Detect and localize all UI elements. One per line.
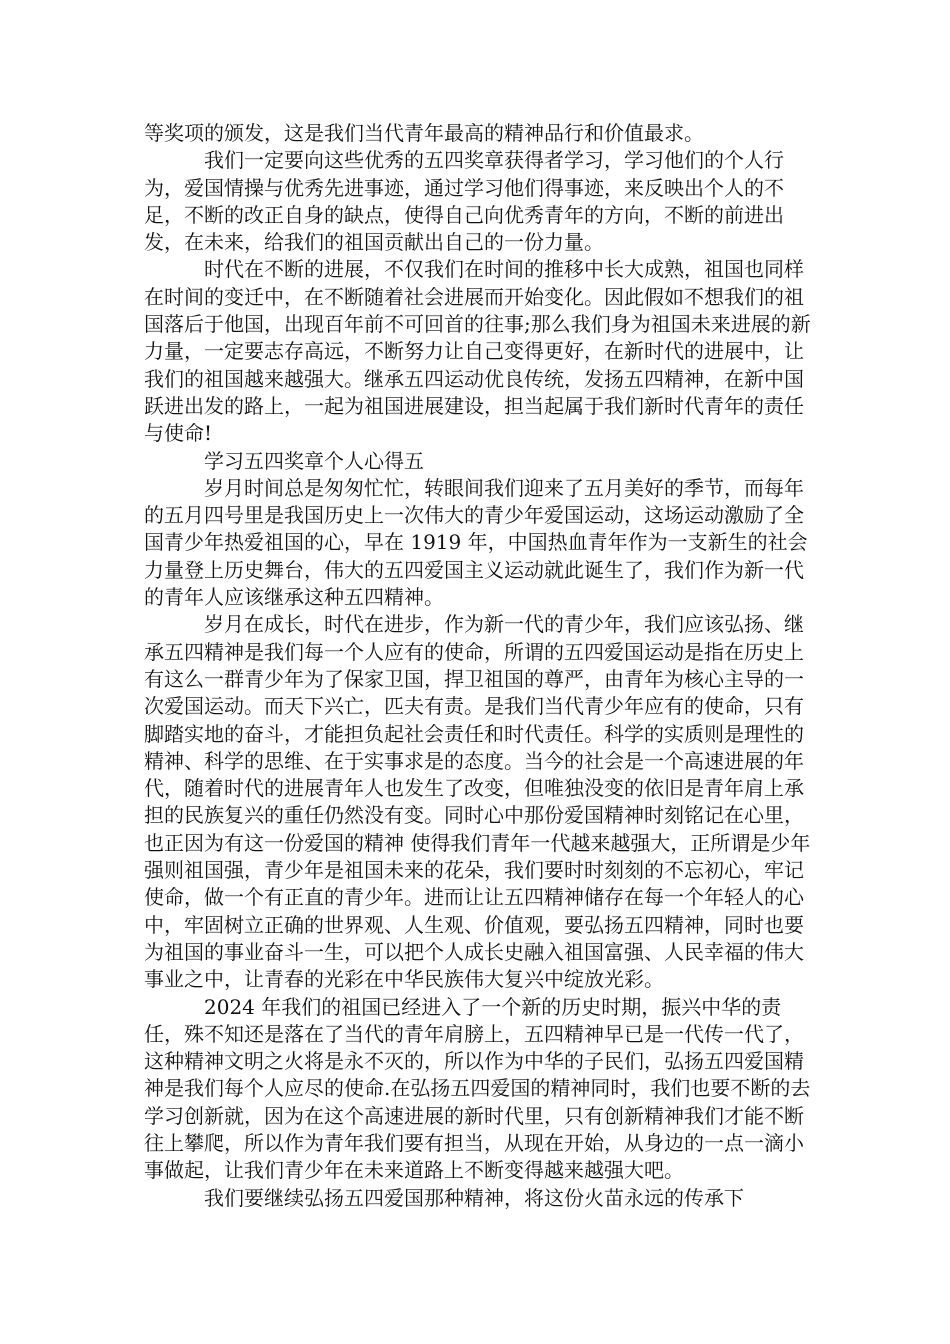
paragraph: 岁月在成长，时代在进步，作为新一代的青少年，我们应该弘扬、继承五四精神是我们每一个人应有的使命，所谓的五四爱国运动是指在历史上有这么一群青少年为了保家卫国，捍卫祖国的尊严，由青年为核心主导的一次爱国运动。而天下兴亡，匹夫有责。是我们当代青少年应有的使命，只有脚踏实地的奋斗，才能担负起社会责任和时代责任。科学的实质则是理性的精神、科学的思维、在于实事求是的态度。当今的社会是一个高速进展的年代，随着时代的进展青年人也发生了改变，但唯独没变的依旧是青年肩上承担的民族复兴的重任仍然没有变。同时心中那份爱国精神时刻铭记在心里，也正因为有这一份爱国的精神 使得我们青年一代越来越强大，正所谓是少年强则祖国强，青少年是祖国未来的花朵，我们要时时刻刻的不忘初心，牢记使命，做一个有正直的青少年。进而让让五四精神储存在每一个年轻人的心中，牢固树立正确的世界观、人生观、价值观，要弘扬五四精神，同时也要为祖国的事业奋斗一生，可以把个人成长史融入祖国富强、人民幸福的伟大事业之中，让青春的光彩在中华民族伟大复兴中绽放光彩。 — [144, 612, 811, 992]
paragraph: 岁月时间总是匆匆忙忙，转眼间我们迎来了五月美好的季节，而每年的五月四号里是我国历史上一次伟大的青少年爱国运动，这场运动激励了全国青少年热爱祖国的心，早在 1919 年，中国热血青年作为一支新生的社会力量登上历史舞台，伟大的五四爱国主义运动就此诞生了，我们作为新一代的青年人应该继承这种五四精神。 — [144, 475, 808, 610]
paragraph: 时代在不断的进展，不仅我们在时间的推移中长大成熟，祖国也同样在时间的变迁中，在不断随着社会进展而开始变化。因此假如不想我们的祖国落后于他国，出现百年前不可回首的往事;那么我们身为祖国未来进展的新力量，一定要志存高远，不断努力让自己变得更好，在新时代的进展中，让我们的祖国越来越强大。继承五四运动优良传统，发扬五四精神，在新中国跃进出发的路上，一起为祖国进展建设，担当起属于我们新时代青年的责任与使命! — [144, 257, 811, 446]
paragraph: 2024 年我们的祖国已经进入了一个新的历史时期，振兴中华的责任，殊不知还是落在了当代的青年肩膀上，五四精神早已是一代传一代了，这种精神文明之火将是永不灭的，所以作为中华的子民们，弘扬五四爱国精神是我们每个人应尽的使命.在弘扬五四爱国的精神同时，我们也要不断的去学习创新就，因为在这个高速进展的新时代里，只有创新精神我们才能不断往上攀爬，所以作为青年我们要有担当，从现在开始，从身边的一点一滴小事做起，让我们青少年在未来道路上不断变得越来越强大吧。 — [144, 994, 811, 1183]
document-body — [144, 120, 820, 1212]
paragraph: 我们一定要向这些优秀的五四奖章获得者学习，学习他们的个人行为，爱国情操与优秀先进事迹，通过学习他们得事迹，来反映出个人的不足，不断的改正自身的缺点，使得自己向优秀青年的方向，不断的前进出发，在未来，给我们的祖国贡献出自己的一份力量。 — [144, 148, 784, 255]
paragraph-continuation: 等奖项的颁发，这是我们当代青年最高的精神品行和价值最求。 — [144, 121, 704, 145]
paragraph: 我们要继续弘扬五四爱国那种精神，将这份火苗永远的传承下 — [204, 1185, 744, 1210]
section-heading: 学习五四奖章个人心得五 — [204, 448, 424, 473]
